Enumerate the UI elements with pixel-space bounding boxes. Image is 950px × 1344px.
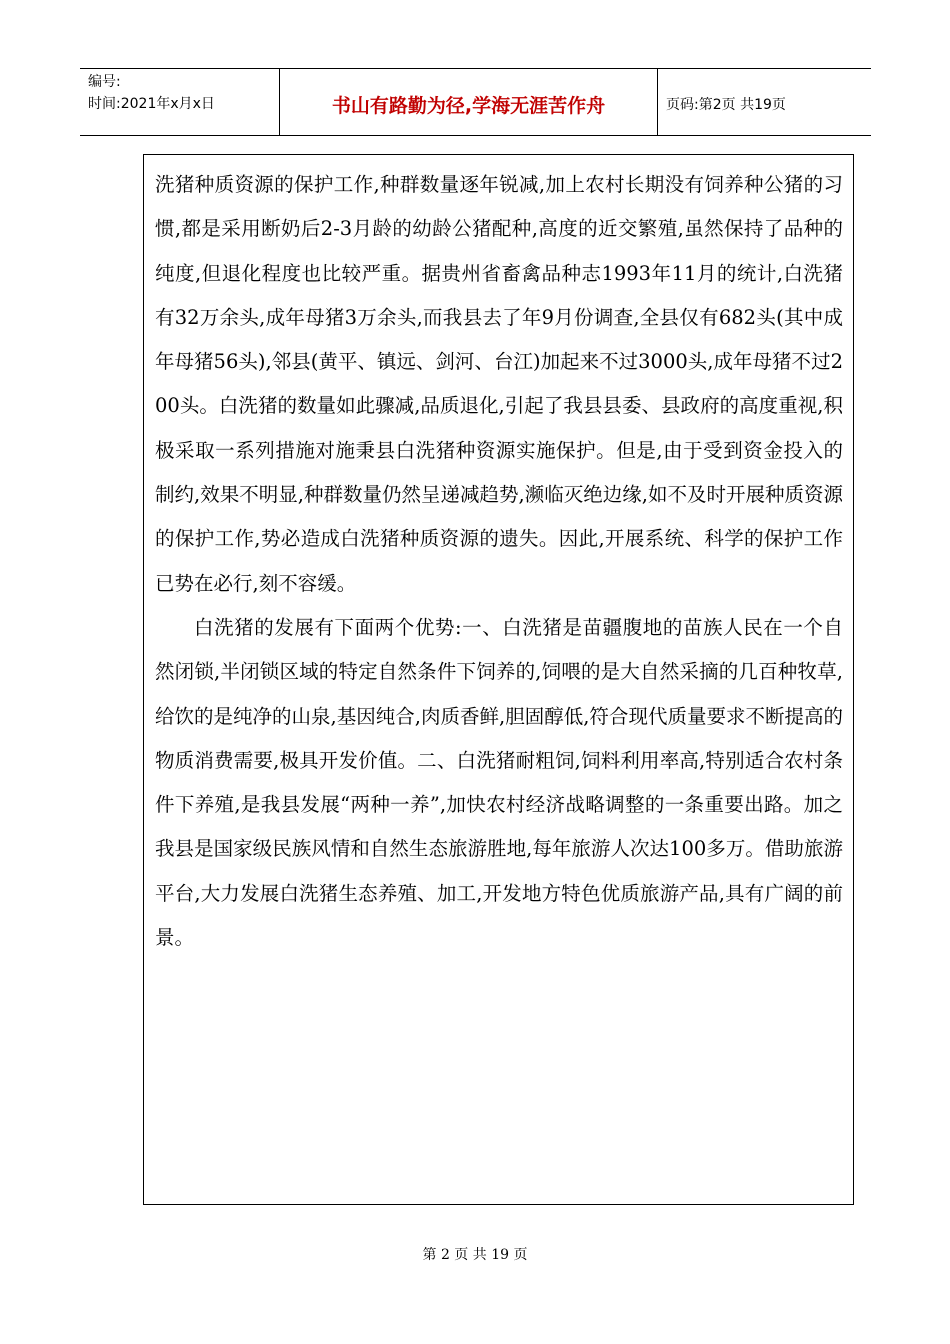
header-page-info: 页码:第2页 共19页 xyxy=(666,97,786,113)
content-box xyxy=(143,154,854,1205)
page-header xyxy=(80,68,871,136)
body-paragraph-2: 白洗猪的发展有下面两个优势:一、白洗猪是苗疆腹地的苗族人民在一个自然闭锁,半闭锁区域的特定自然条件下饲养的,饲喂的是大自然采摘的几百种牧草,给饮的是纯净的山泉,基因纯合,肉质香鲜,胆固醇低,符合现代质量要求不断提高的物质消费需要,极具开发价值。二、白洗猪耐粗饲,饲料利用率高,特别适合农村条件下养殖,是我县发展“两种一养”,加快农村经济战略调整的一条重要出路。加之我县是国家级民族风情和自然生态旅游胜地,每年旅游人次达100多万。借助旅游平台,大力发展白洗猪生态养殖、加工,开发地方特色优质旅游产品,具有广阔的前景。 xyxy=(155,615,843,950)
document-time-label: 时间:2021年x月x日 xyxy=(88,96,215,112)
header-slogan: 书山有路勤为径,学海无涯苦作舟 xyxy=(280,69,658,135)
header-meta xyxy=(80,69,280,135)
document-number-label: 编号: xyxy=(88,74,121,90)
page-footer: 第 2 页 共 19 页 xyxy=(422,1247,528,1263)
body-paragraph-1: 洗猪种质资源的保护工作,种群数量逐年锐减,加上农村长期没有饲养种公猪的习惯,都是采用断奶后2-3月龄的幼龄公猪配种,高度的近交繁殖,虽然保持了品种的纯度,但退化程度也比较严重。据贵州省畜禽品种志1993年11月的统计,白洗猪有32万余头,成年母猪3万余头,而我县去了年9月份调查,全县仅有682头(其中成年母猪56头),邻县(黄平、镇远、剑河、台江)加起来不过3000头,成年母猪不过200头。白洗猪的数量如此骤减,品质退化,引起了我县县委、县政府的高度重视,积极采取一系列措施对施秉县白洗猪种资源实施保护。但是,由于受到资金投入的制约,效果不明显,种群数量仍然呈递减趋势,濒临灭绝边缘,如不及时开展种质资源的保护工作,势必造成白洗猪种质资源的遗失。因此,开展系统、科学的保护工作已势在必行,刻不容缓。 xyxy=(155,173,843,595)
